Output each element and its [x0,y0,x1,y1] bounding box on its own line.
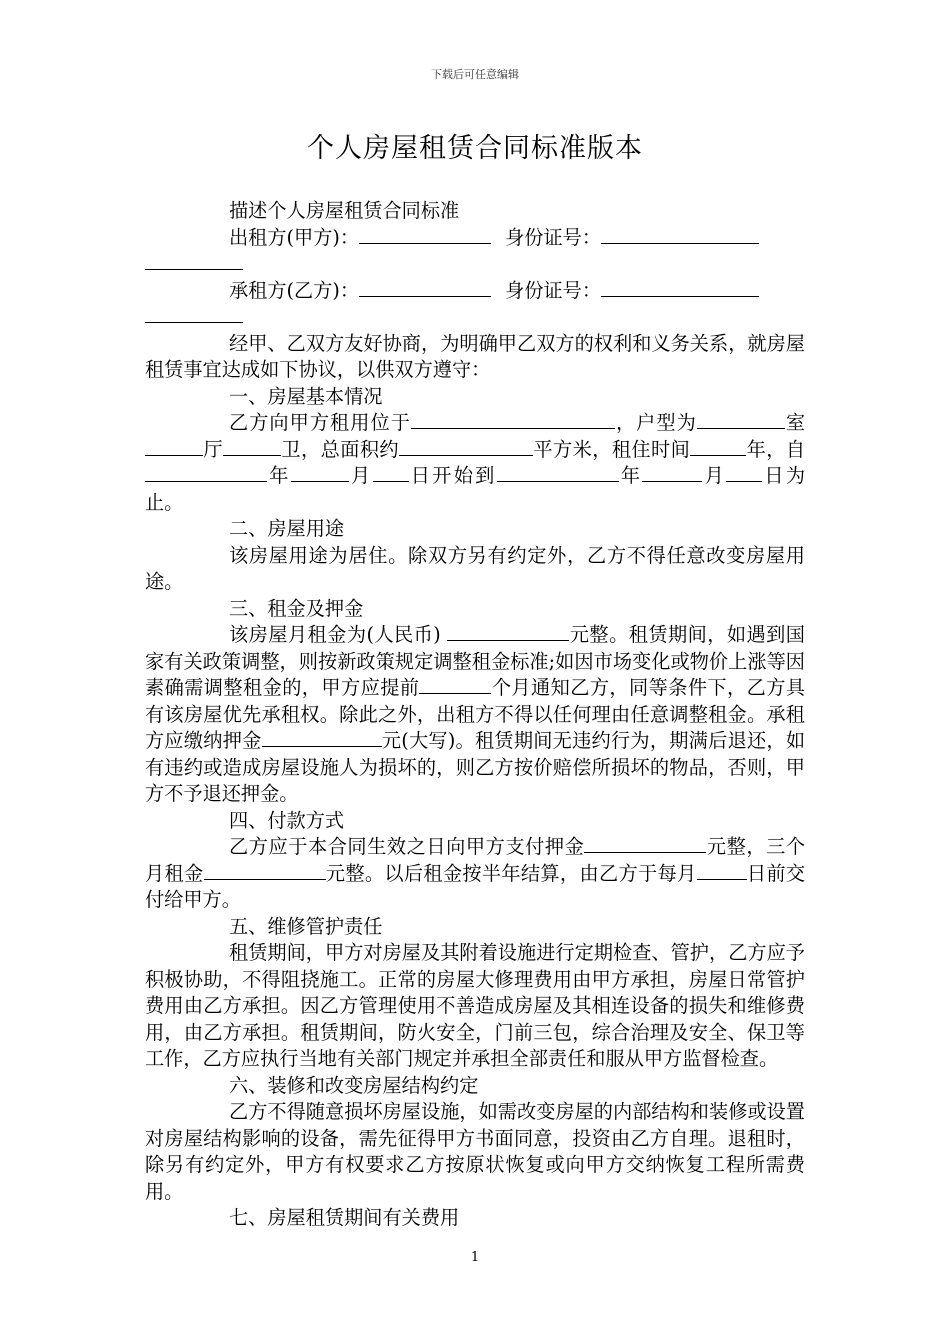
section-2-heading: 二、房屋用途 [229,517,345,540]
s1-text-8: 年 [267,464,291,487]
rooms-blank[interactable] [765,410,785,429]
preamble: 经甲、乙双方友好协商，为明确甲乙双方的权利和义务关系，就房屋租赁事宜达成如下协议，以供双方遵守： [145,331,805,381]
location-blank[interactable] [411,410,615,429]
s1-text-11: 年 [618,464,643,487]
section-1-text [145,410,805,516]
area-blank[interactable] [399,437,533,456]
lessor-id-blank[interactable] [601,225,759,244]
halls-blank[interactable] [145,437,203,456]
lessor-id-label: 身份证号： [505,225,602,249]
notice-months-blank[interactable] [419,675,491,694]
s1-text-4: 厅 [203,437,224,461]
s4-text-2: 元整，三个月租金 [145,835,806,885]
document-body [145,198,805,1232]
s4-text-3: 元整。以后租金按半年结算，由乙方于每月 [325,861,697,885]
lessee-label: 承租方(乙方)： [229,278,360,302]
lessor-name-blank[interactable] [359,225,491,244]
monthly-rent-blank[interactable] [447,622,569,641]
s1-text-5: 卫，总面积约 [281,437,400,461]
layout-blank[interactable] [697,410,765,429]
s3-text-2: 元整。租赁期间，如遇到国家有关政策调整，则按新政策规定调整租金标准;如因市场变化或物价上涨等因素确需调整租金的，甲方应提前 [145,623,805,699]
s1-text-3: 室 [784,411,806,434]
section-5-heading: 五、维修管护责任 [229,914,383,938]
s1-text-10: 日开始到 [408,464,497,487]
lessee-id-blank-cont[interactable] [145,304,243,323]
end-year-blank[interactable] [497,463,619,482]
start-year-blank[interactable] [145,463,267,482]
three-month-rent-blank[interactable] [204,861,326,880]
section-6-heading: 六、装修和改变房屋结构约定 [229,1073,479,1097]
s1-text-2: ，户型为 [614,411,697,434]
page-number: 1 [470,1250,480,1265]
section-2-text: 该房屋用途为居住。除双方另有约定外，乙方不得任意改变房屋用途。 [145,543,805,593]
baths-blank[interactable] [223,437,281,456]
deposit-blank[interactable] [262,728,382,747]
s1-text-6: 平方米，租住时间 [533,437,691,461]
intro-line: 描述个人房屋租赁合同标准 [229,199,460,222]
s4-text-1: 乙方应于本合同生效之日向甲方支付押金 [229,835,585,858]
section-3-text [145,622,805,808]
section-4-heading: 四、付款方式 [229,808,345,832]
lessee-id-blank[interactable] [601,278,759,297]
section-1-heading: 一、房屋基本情况 [229,384,383,408]
lessor-id-blank-cont[interactable] [145,251,243,270]
payment-day-blank[interactable] [697,861,747,880]
start-month-blank[interactable] [291,463,349,482]
s3-text-4: 元(大写)。租赁期间无违约行为，期满后退还，如有违约或造成房屋设施人为损坏的，则乙方按价赔偿所损坏的物品，否则，甲方不予退还押金。 [145,729,806,805]
deposit-payment-blank[interactable] [584,834,706,853]
s1-text-9: 月 [348,464,373,487]
term-blank-cont[interactable] [710,437,746,456]
lessee-id-label: 身份证号： [505,278,602,302]
s1-text-12: 月 [702,464,727,487]
lessor-line [145,225,805,252]
section-4-text [145,834,805,914]
lessor-id-continuation [145,251,805,278]
s1-text-1: 乙方向甲方租用位于 [229,411,411,434]
end-day-blank[interactable] [726,463,762,482]
lessee-id-continuation [145,304,805,331]
s3-text-1: 该房屋月租金为(人民币) [229,623,448,646]
end-month-blank[interactable] [642,463,682,482]
section-6-text: 乙方不得随意损坏房屋设施，如需改变房屋的内部结构和装修或设置对房屋结构影响的设备，需先征得甲方书面同意，投资由乙方自理。退租时，除另有约定外，甲方有权要求乙方按原状恢复或向甲方交纳恢复工程所需费用。 [145,1100,805,1203]
start-day-blank[interactable] [373,463,409,482]
header-note: 下载后可任意编辑 [431,68,519,81]
lessor-label: 出租方(甲方)： [229,225,360,249]
s1-text-13: 日为止。 [145,464,806,514]
lessee-line [145,278,805,305]
lessee-name-blank[interactable] [359,278,491,297]
section-5-text: 租赁期间，甲方对房屋及其附着设施进行定期检查、管护，乙方应予积极协助，不得阻挠施工。正常的房屋大修理费用由甲方承担，房屋日常管护费用由乙方承担。因乙方管理使用不善造成房屋及其相连设备的损失和维修费用，由乙方承担。租赁期间，防火安全，门前三包，综合治理及安全、保卫等工作，乙方应执行当地有关部门规定并承担全部责任和服从甲方监督检查。 [145,941,805,1070]
s3-text-3: 个月通知乙方，同等条件下，乙方具有该房屋优先承租权。除此之外，出租方不得以任何理由任意调整租金。承租方应缴纳押金 [145,676,806,752]
section-7-heading: 七、房屋租赁期间有关费用 [229,1206,460,1229]
s4-text-4: 日前交付给甲方。 [145,861,806,911]
end-month-blank-cont[interactable] [682,463,702,482]
document-title: 个人房屋租赁合同标准版本 [307,133,643,164]
s1-text-7: 年，自 [746,437,806,461]
section-3-heading: 三、租金及押金 [229,596,364,620]
term-blank[interactable] [690,437,710,456]
